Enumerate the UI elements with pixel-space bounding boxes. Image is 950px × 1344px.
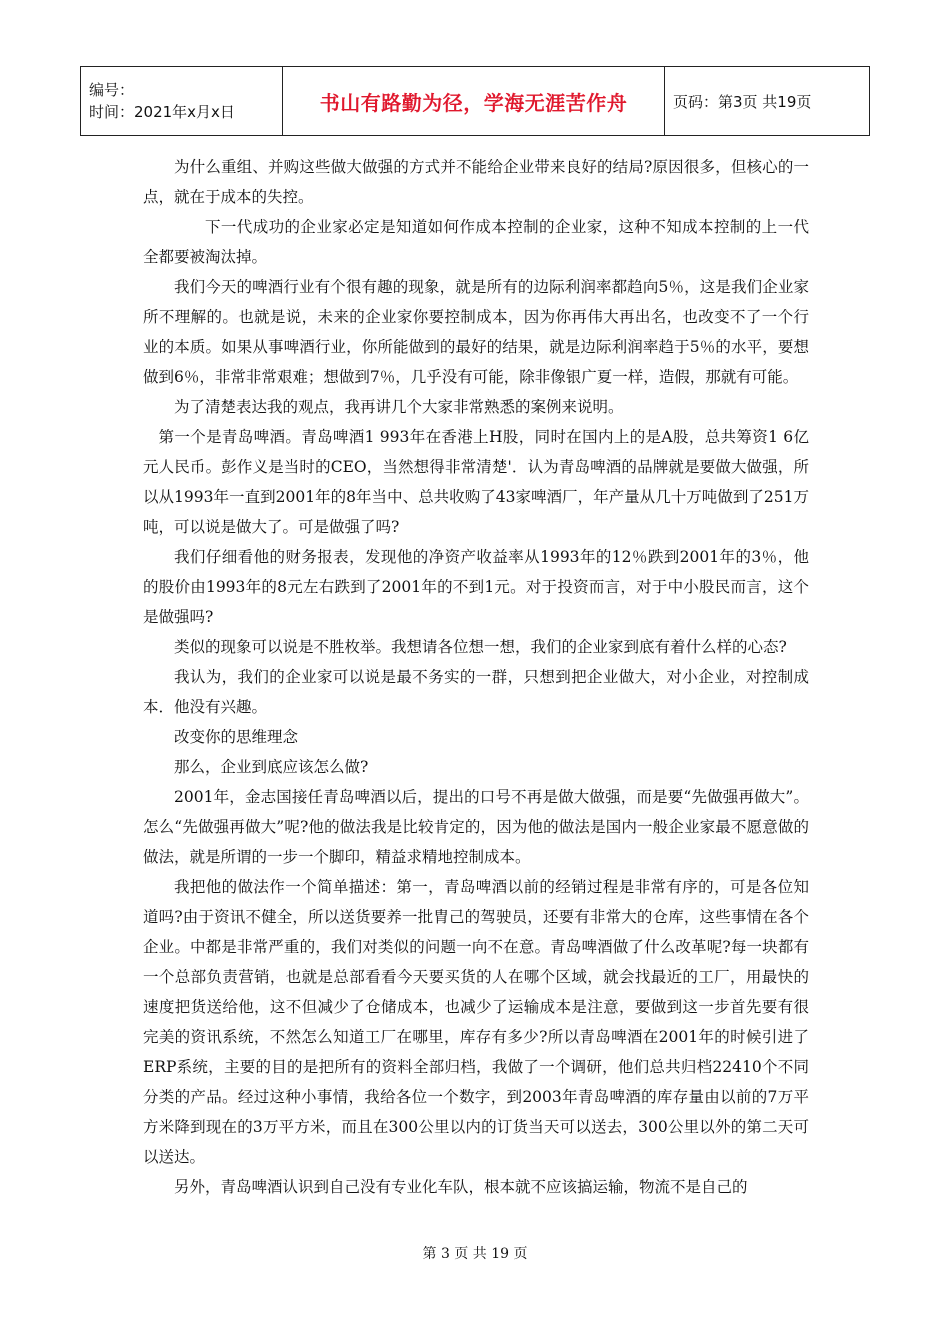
document-body <box>143 152 809 1202</box>
paragraph: 我们仔细看他的财务报表，发现他的净资产收益率从1993年的12％跌到2001年的3％，他的股价由1993年的8元左右跌到了2001年的不到1元。对于投资而言，对于中小股民而言，这个是做强吗? <box>143 548 809 626</box>
page-label: 页码：第3页 共19页 <box>673 92 812 111</box>
paragraph: 那么，企业到底应该怎么做? <box>174 758 369 776</box>
header-meta-cell <box>81 67 283 136</box>
motto-cell <box>283 67 665 136</box>
paragraph: 我们今天的啤酒行业有个很有趣的现象，就是所有的边际利润率都趋向5％，这是我们企业家所不理解的。也就是说，未来的企业家你要控制成本，因为你再伟大再出名，也改变不了一个行业的本质。如果从事啤酒行业，你所能做到的最好的结果，就是边际利润率趋于5％的水平，要想做到6％，非常非常艰难；想做到7％，几乎没有可能，除非像银广夏一样，造假，那就有可能。 <box>143 278 809 386</box>
footer-page-number: 第 3 页 共 19 页 <box>422 1246 528 1262</box>
paragraph: 下一代成功的企业家必定是知道如何作成本控制的企业家，这种不知成本控制的上一代全都要被淘汰掉。 <box>143 218 809 266</box>
paragraph: 类似的现象可以说是不胜枚举。我想请各位想一想，我们的企业家到底有着什么样的心态? <box>174 638 787 656</box>
header-table <box>80 66 870 136</box>
section-heading: 改变你的思维理念 <box>174 728 299 746</box>
page-footer <box>0 1243 950 1263</box>
date-line: 时间：2021年x月x日 <box>89 103 235 121</box>
paragraph: 2001年，金志国接任青岛啤酒以后，提出的口号不再是做大做强，而是要“先做强再做大”。怎么“先做强再做大”呢?他的做法我是比较肯定的，因为他的做法是国内一般企业家最不愿意做的做法，就是所谓的一步一个脚印，精益求精地控制成本。 <box>143 788 809 866</box>
page-label-cell <box>665 67 870 136</box>
paragraph: 我把他的做法作一个简单描述：第一，青岛啤酒以前的经销过程是非常有序的，可是各位知道吗?由于资讯不健全，所以送货要养一批胄己的驾驶员，还要有非常大的仓库，这些事情在各个企业。中都是非常严重的，我们对类似的问题一向不在意。青岛啤酒做了什么改革呢?每一块都有一个总部负责营销，也就是总部看看今天要买货的人在哪个区域，就会找最近的工厂，用最快的速度把货送给他，这不但减少了仓储成本，也减少了运输成本是注意，要做到这一步首先要有很完美的资讯系统，不然怎么知道工厂在哪里，库存有多少?所以青岛啤酒在2001年的时候引进了ERP系统，主要的目的是把所有的资料全部归档，我做了一个调研，他们总共归档22410个不同分类的产品。经过这种小事情，我给各位一个数字，到2003年青岛啤酒的库存量由以前的7万平方米降到现在的3万平方米，而且在300公里以内的订货当天可以送去，300公里以外的第二天可以送达。 <box>143 878 809 1166</box>
number-label: 编号： <box>89 81 135 99</box>
motto-text: 书山有路勤为径，学海无涯苦作舟 <box>319 90 628 115</box>
paragraph: 为什么重组、并购这些做大做强的方式并不能给企业带来良好的结局?原因很多，但核心的一点，就在于成本的失控。 <box>143 158 809 206</box>
paragraph: 我认为，我们的企业家可以说是最不务实的一群，只想到把企业做大，对小企业，对控制成本．他没有兴趣。 <box>143 668 809 716</box>
paragraph: 第一个是青岛啤酒。青岛啤酒1 993年在香港上H股，同时在国内上的是A股，总共筹资1 6亿元人民币。彭作义是当时的CEO，当然想得非常清楚'．认为青岛啤酒的品牌就是要做大做强，所以从1993年一直到2001年的8年当中、总共收购了43家啤酒厂，年产量从几十万吨做到了251万吨，可以说是做大了。可是做强了吗? <box>143 428 809 536</box>
paragraph: 为了清楚表达我的观点，我再讲几个大家非常熟悉的案例来说明。 <box>174 398 624 416</box>
paragraph: 另外，青岛啤酒认识到自己没有专业化车队，根本就不应该搞运输，物流不是自己的 <box>174 1178 748 1196</box>
